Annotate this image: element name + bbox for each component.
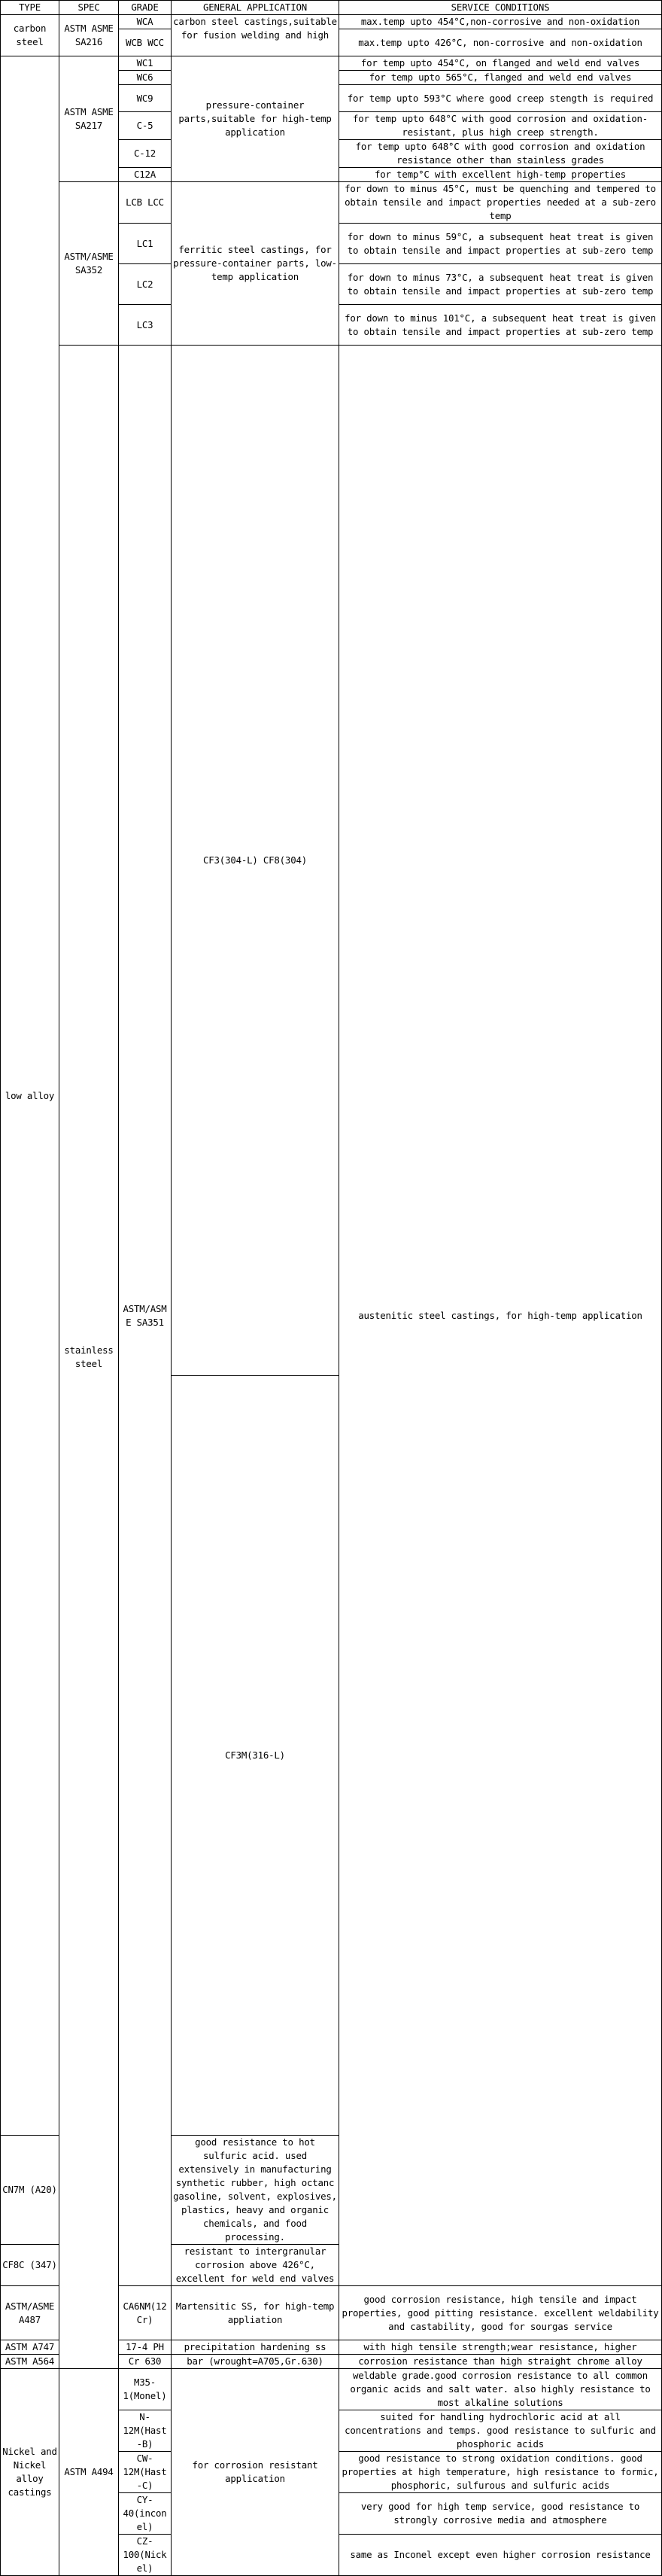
spec-cell: ASTM A494 [59, 2369, 119, 2576]
service-cell: for down to minus 101°C, a subsequent heat treat is given to obtain tensile and impact properties at sub-zero temp [339, 305, 662, 346]
table-row [1, 182, 662, 224]
grade-cell: CF3M(316-L) [172, 1376, 339, 2136]
service-cell: resistant to intergranular corrosion above 426°C, excellent for weld end valves [172, 2245, 339, 2286]
header-grade: GRADE [119, 1, 172, 15]
type-cell: carbon steel [1, 15, 59, 56]
spec-cell: ASTM ASME SA216 [59, 15, 119, 56]
grade-cell: C-12 [119, 140, 172, 168]
application-cell: Martensitic SS, for high-temp appliation [172, 2286, 339, 2340]
spec-cell: ASTM/ASME SA352 [59, 182, 119, 346]
service-cell: max.temp upto 454°C,non-corrosive and non-oxidation [339, 15, 662, 29]
grade-cell: WC9 [119, 85, 172, 112]
grade-cell: LCB LCC [119, 182, 172, 224]
header-spec: SPEC [59, 1, 119, 15]
type-cell: Nickel and Nickel alloy castings [1, 2369, 59, 2576]
grade-cell: CF8C (347) [1, 2245, 59, 2286]
application-cell: precipitation hardening ss [172, 2340, 339, 2355]
service-cell: good corrosion resistance, high tensile and impact properties, good pitting resistance. excellent weldability and castability, good for sourgas service [339, 2286, 662, 2340]
service-cell: good resistance to strong oxidation conditions. good properties at high temperature, high resistance to formic, phosphoric, sulfurous and sulfuric acids [339, 2452, 662, 2493]
grade-cell: C-5 [119, 112, 172, 140]
service-cell: for temp°C with excellent high-temp properties [339, 168, 662, 182]
grade-cell: WC1 [119, 56, 172, 71]
spec-cell: ASTM A747 [1, 2340, 59, 2355]
service-cell: same as Inconel except even higher corrosion resistance [339, 2535, 662, 2576]
service-cell: max.temp upto 426°C, non-corrosive and non-oxidation [339, 29, 662, 56]
header-type: TYPE [1, 1, 59, 15]
service-cell: for temp upto 593°C where good creep stength is required [339, 85, 662, 112]
spec-cell: ASTM/ASME SA351 [119, 346, 172, 2286]
service-cell: for down to minus 73°C, a subsequent heat treat is given to obtain tensile and impact properties at sub-zero temp [339, 264, 662, 305]
header-row [1, 1, 662, 15]
grade-cell: Cr 630 [119, 2355, 172, 2369]
grade-cell: C12A [119, 168, 172, 182]
type-cell: low alloy [1, 56, 59, 2136]
grade-cell: N-12M(Hast-B) [119, 2410, 172, 2452]
application-cell: pressure-container parts,suitable for high-temp application [172, 56, 339, 182]
service-cell: for down to minus 45°C, must be quenching and tempered to obtain tensile and impact properties needed at a sub-zero temp [339, 182, 662, 224]
table-row [1, 15, 662, 29]
grade-cell: 17-4 PH [119, 2340, 172, 2355]
grade-cell: CY-40(inconel) [119, 2493, 172, 2535]
service-cell: for temp upto 565°C, flanged and weld end valves [339, 71, 662, 85]
service-cell: for temp upto 648°C with good corrosion and oxidation resistance other than stainless grades [339, 140, 662, 168]
service-cell: for down to minus 59°C, a subsequent heat treat is given to obtain tensile and impact properties at sub-zero temp [339, 224, 662, 264]
grade-cell: CF3(304-L) CF8(304) [172, 346, 339, 1376]
service-cell: suited for handling hydrochloric acid at all concentrations and temps. good resistance to sulfuric and phosphoric acids [339, 2410, 662, 2452]
header-service-conditions: SERVICE CONDITIONS [339, 1, 662, 15]
grade-cell: CZ-100(Nickel) [119, 2535, 172, 2576]
service-cell: good resistance to hot sulfuric acid. used extensively in manufacturing synthetic rubber, high octanc gasoline, solvent, explosives, plastics, heavy and organic chemicals, and food processing. [172, 2136, 339, 2245]
service-cell: corrosion resistance than high straight chrome alloy [339, 2355, 662, 2369]
application-cell: bar (wrought=A705,Gr.630) [172, 2355, 339, 2369]
grade-cell: CW-12M(Hast-C) [119, 2452, 172, 2493]
table-row [1, 56, 662, 71]
table-row [1, 2369, 662, 2410]
application-cell: for corrosion resistant application [172, 2369, 339, 2576]
service-cell: for temp upto 454°C, on flanged and weld end valves [339, 56, 662, 71]
application-cell: carbon steel castings,suitable for fusion welding and high [172, 15, 339, 56]
service-cell: weldable grade.good corrosion resistance to all common organic acids and salt water. also highly resistance to most alkaline solutions [339, 2369, 662, 2410]
grade-cell: LC3 [119, 305, 172, 346]
type-cell: stainless steel [59, 346, 119, 2369]
header-general-application: GENERAL APPLICATION [172, 1, 339, 15]
grade-cell: WCA [119, 15, 172, 29]
service-cell: with high tensile strength;wear resistance, higher [339, 2340, 662, 2355]
table-row [1, 346, 662, 1376]
spec-cell: ASTM A564 [1, 2355, 59, 2369]
application-cell: ferritic steel castings, for pressure-container parts, low-temp application [172, 182, 339, 346]
grade-cell: CA6NM(12Cr) [119, 2286, 172, 2340]
grade-cell: LC2 [119, 264, 172, 305]
grade-cell: WC6 [119, 71, 172, 85]
spec-cell: ASTM/ASME A487 [1, 2286, 59, 2340]
grade-cell: M35-1(Monel) [119, 2369, 172, 2410]
service-cell: very good for high temp service, good resistance to strongly corrosive media and atmosphere [339, 2493, 662, 2535]
grade-cell: WCB WCC [119, 29, 172, 56]
application-cell: austenitic steel castings, for high-temp application [339, 346, 662, 2286]
grade-cell: CN7M (A20) [1, 2136, 59, 2245]
spec-cell: ASTM ASME SA217 [59, 56, 119, 182]
grade-cell: LC1 [119, 224, 172, 264]
service-cell: for temp upto 648°C with good corrosion and oxidation-resistant, plus high creep strength. [339, 112, 662, 140]
